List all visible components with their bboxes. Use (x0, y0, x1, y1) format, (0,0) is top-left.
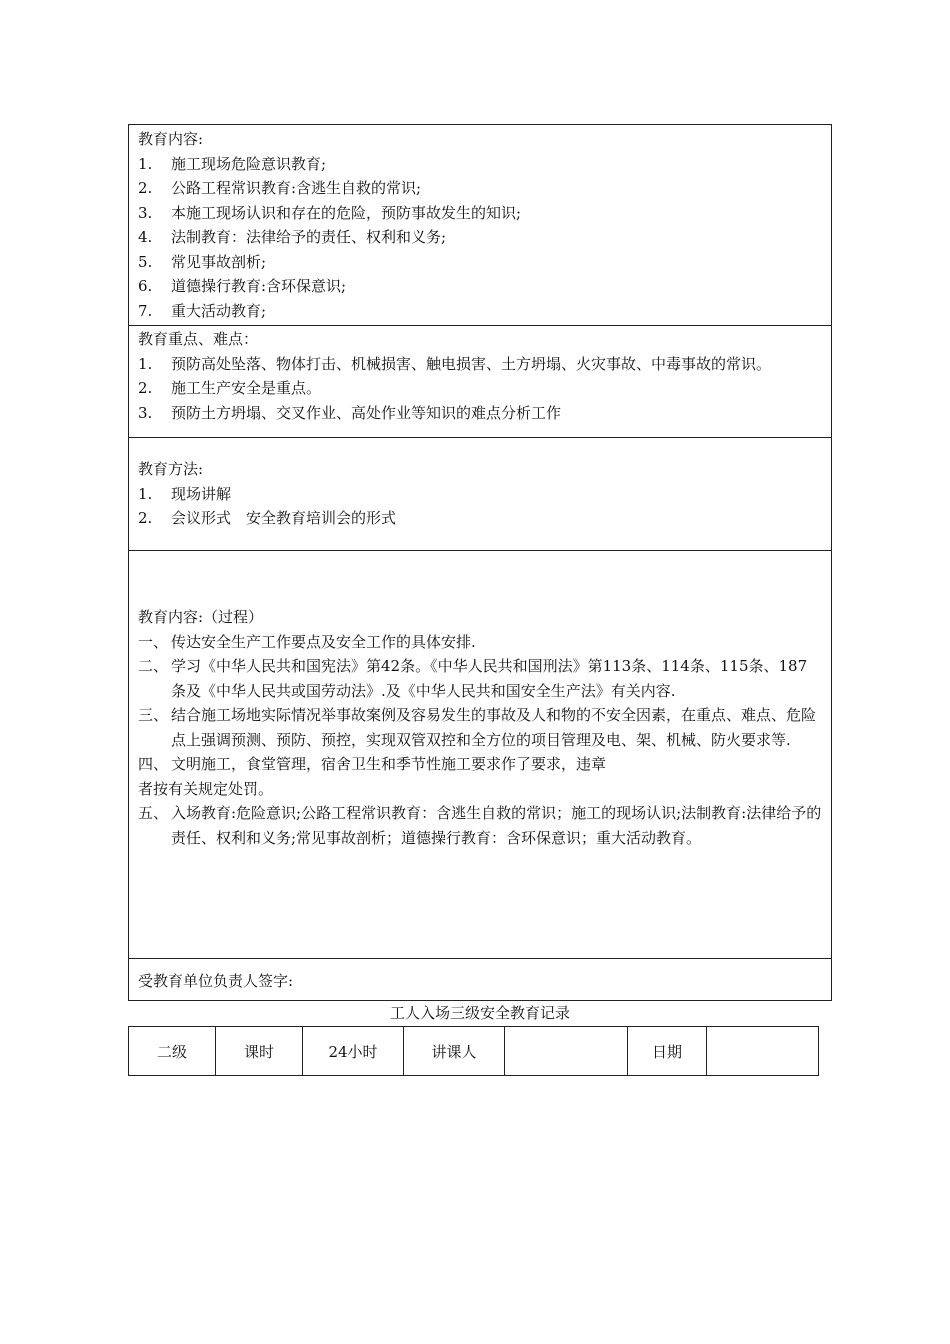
date-value-cell[interactable] (707, 1027, 819, 1076)
list-item (138, 201, 822, 226)
paragraph (138, 752, 822, 777)
education-record-form (128, 124, 832, 1001)
divider (129, 437, 831, 438)
item-number: 2. (138, 179, 153, 197)
section-heading: 教育内容:（过程） (138, 608, 264, 626)
item-number: 4. (138, 228, 153, 246)
paragraph (138, 801, 822, 850)
list-item (138, 274, 822, 299)
list-item (138, 152, 822, 177)
list-item (138, 176, 822, 201)
item-number: 1. (138, 154, 153, 173)
item-text: 施工生产安全是重点。 (171, 379, 322, 397)
section-heading: 教育重点、难点： (138, 330, 259, 348)
table-row (129, 1027, 819, 1076)
paragraph-number: 四、 (138, 755, 169, 773)
paragraph-number: 二、 (138, 657, 169, 675)
item-text: 施工现场危险意识教育; (171, 154, 327, 173)
divider (129, 550, 831, 551)
paragraph (138, 654, 822, 703)
level-cell: 二级 (129, 1027, 216, 1076)
key-points-section (129, 327, 831, 437)
divider (129, 325, 831, 326)
paragraph-continuation: 者按有关规定处罚。 (138, 779, 274, 798)
list-item (138, 376, 822, 401)
list-item (138, 506, 822, 531)
hours-label-cell: 课时 (216, 1027, 303, 1076)
record-caption: 工人入场三级安全教育记录 (389, 1004, 570, 1022)
paragraph (138, 630, 822, 655)
paragraph-text: 学习《中华人民共和国宪法》第42条。《中华人民共和国刑法》第113条、114条、115条、187条及《中华人民共或国劳动法》.及《中华人民共和国安全生产法》有关内容. (171, 657, 808, 700)
date-label-cell: 日期 (628, 1027, 707, 1076)
section-heading: 教育方法: (138, 460, 204, 478)
item-text: 现场讲解 (171, 484, 232, 503)
signature-label: 受教育单位负责人签字: (138, 972, 294, 990)
list-item (138, 401, 822, 426)
item-number: 1. (138, 484, 153, 503)
teaching-method-section (129, 457, 831, 547)
item-text: 常见事故剖析; (171, 252, 267, 271)
paragraph (138, 703, 822, 752)
item-number: 2. (138, 379, 153, 397)
paragraph-text: 结合施工场地实际情况举事故案例及容易发生的事故及人和物的不安全因素，在重点、难点、危险点上强调预测、预防、预控，实现双管双控和全方位的项目管理及电、架、机械、防火要求等. (171, 706, 817, 749)
paragraph-text: 传达安全生产工作要点及安全工作的具体安排. (171, 632, 476, 651)
education-process-section (129, 605, 831, 905)
item-number: 6. (138, 277, 153, 295)
list-item (138, 250, 822, 275)
paragraph-text: 入场教育:危险意识;公路工程常识教育：含逃生自救的常识；施工的现场认识;法制教育:法律给予的责任、权利和义务;常见事故剖析；道德操行教育：含环保意识；重大活动教育。 (171, 804, 822, 847)
record-info-table (128, 1026, 819, 1076)
item-number: 2. (138, 509, 153, 527)
divider (129, 958, 831, 959)
lecturer-value-cell[interactable] (505, 1027, 628, 1076)
item-text: 重大活动教育; (171, 301, 267, 320)
item-text: 预防土方坍塌、交叉作业、高处作业等知识的难点分析工作 (171, 403, 562, 422)
signature-section (129, 969, 831, 999)
list-item (138, 225, 822, 250)
list-item (138, 352, 822, 377)
section-heading: 教育内容: (138, 130, 204, 148)
item-text: 本施工现场认识和存在的危险，预防事故发生的知识; (171, 203, 522, 222)
item-text: 道德操行教育:含环保意识; (171, 277, 347, 295)
item-text: 预防高处坠落、物体打击、机械损害、触电损害、土方坍塌、火灾事故、中毒事故的常识。 (171, 354, 772, 373)
paragraph-number: 三、 (138, 706, 169, 724)
item-number: 3. (138, 203, 153, 222)
item-number: 3. (138, 403, 153, 422)
item-number: 7. (138, 301, 153, 320)
hours-value-cell: 24小时 (303, 1027, 404, 1076)
item-text: 会议形式 安全教育培训会的形式 (171, 509, 397, 527)
list-item (138, 482, 822, 507)
paragraph-number: 五、 (138, 804, 169, 822)
item-number: 1. (138, 354, 153, 373)
item-text: 公路工程常识教育:含逃生自救的常识; (171, 179, 422, 197)
education-content-section (129, 127, 831, 325)
item-text: 法制教育：法律给予的责任、权利和义务; (171, 228, 447, 246)
paragraph-number: 一、 (138, 632, 169, 651)
paragraph-text: 文明施工，食堂管理，宿舍卫生和季节性施工要求作了要求，违章 (171, 755, 607, 773)
item-number: 5. (138, 252, 153, 271)
lecturer-label-cell: 讲课人 (404, 1027, 505, 1076)
list-item (138, 299, 822, 324)
